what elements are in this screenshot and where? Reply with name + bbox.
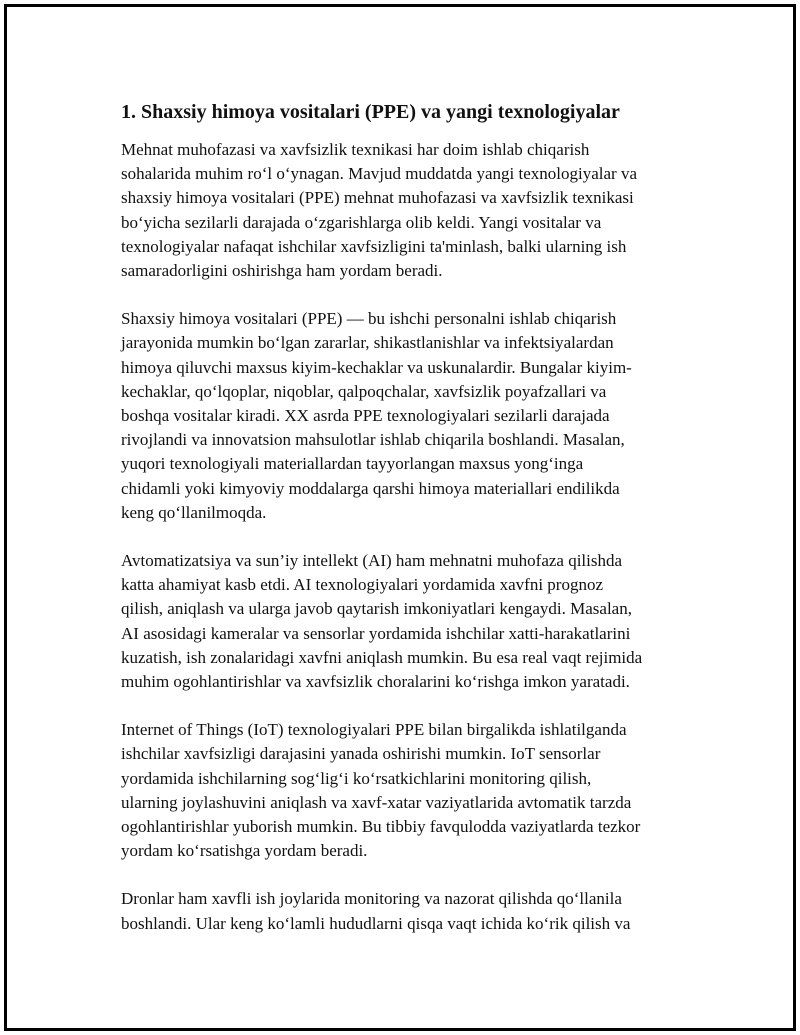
text-line: himoya qiluvchi maxsus kiyim-kechaklar va uskunalardir. Bungalar kiyim- bbox=[121, 357, 632, 377]
text-line: Shaxsiy himoya vositalari (PPE) — bu ishchi personalni ishlab chiqarish bbox=[121, 309, 617, 329]
text-line: muhim ogohlantirishlar va xavfsizlik choralarini koʻrishga imkon yaratadi. bbox=[121, 672, 630, 692]
text-line: keng qoʻllanilmoqda. bbox=[121, 502, 267, 522]
text-line: Avtomatizatsiya va sun’iy intellekt (AI) ham mehnatni muhofaza qilishda bbox=[121, 551, 623, 571]
text-line: samaradorligini oshirishga ham yordam beradi. bbox=[121, 261, 443, 281]
section-heading: 1. Shaxsiy himoya vositalari (PPE) va yangi texnologiyalar bbox=[121, 101, 620, 123]
text-line: chidamli yoki kimyoviy moddalarga qarshi himoya materiallari endilikda bbox=[121, 478, 620, 498]
paragraph-ai bbox=[121, 549, 681, 694]
text-line: rivojlandi va innovatsion mahsulotlar ishlab chiqarila boshlandi. Masalan, bbox=[121, 430, 625, 450]
text-line: yordam koʻrsatishga yordam beradi. bbox=[121, 841, 368, 861]
text-line: qilish, aniqlash va ularga javob qaytarish imkoniyatlari kengaydi. Masalan, bbox=[121, 599, 632, 619]
text-line: shaxsiy himoya vositalari (PPE) mehnat muhofazasi va xavfsizlik texnikasi bbox=[121, 188, 634, 208]
page-frame bbox=[4, 4, 796, 1031]
document-body bbox=[121, 98, 681, 960]
text-line: AI asosidagi kameralar va sensorlar yordamida ishchilar xatti-harakatlarini bbox=[121, 623, 631, 643]
text-line: yordamida ishchilarning sogʻligʻi koʻrsatkichlarini monitoring qilish, bbox=[121, 768, 592, 788]
text-line: boʻyicha sezilarli darajada oʻzgarishlarga olib keldi. Yangi vositalar va bbox=[121, 212, 602, 232]
text-line: boshqa vositalar kiradi. XX asrda PPE texnologiyalari sezilarli darajada bbox=[121, 406, 610, 426]
text-line: ularning joylashuvini aniqlash va xavf-xatar vaziyatlarida avtomatik tarzda bbox=[121, 792, 632, 812]
text-line: katta ahamiyat kasb etdi. AI texnologiyalari yordamida xavfni prognoz bbox=[121, 575, 603, 595]
paragraph-intro bbox=[121, 138, 681, 283]
text-line: yuqori texnologiyali materiallardan tayyorlangan maxsus yongʻinga bbox=[121, 454, 584, 474]
text-line: ishchilar xavfsizligi darajasini yanada oshirishi mumkin. IoT sensorlar bbox=[121, 744, 601, 764]
text-line: Mehnat muhofazasi va xavfsizlik texnikasi har doim ishlab chiqarish bbox=[121, 140, 590, 159]
text-line: Internet of Things (IoT) texnologiyalari PPE bilan birgalikda ishlatilganda bbox=[121, 720, 627, 740]
paragraph-iot bbox=[121, 718, 681, 863]
text-line: kuzatish, ish zonalaridagi xavfni aniqlash mumkin. Bu esa real vaqt rejimida bbox=[121, 647, 643, 667]
text-line: boshlandi. Ular keng koʻlamli hududlarni qisqa vaqt ichida koʻrik qilish va bbox=[121, 913, 631, 933]
paragraph-drones bbox=[121, 887, 681, 935]
text-line: texnologiyalar nafaqat ishchilar xavfsizligini ta'minlash, balki ularning ish bbox=[121, 236, 627, 256]
paragraph-ppe bbox=[121, 307, 681, 525]
text-line: jarayonida mumkin boʻlgan zararlar, shikastlanishlar va infektsiyalardan bbox=[121, 333, 614, 353]
text-line: ogohlantirishlar yuborish mumkin. Bu tibbiy favqulodda vaziyatlarda tezkor bbox=[121, 817, 641, 837]
text-line: kechaklar, qoʻlqoplar, niqoblar, qalpoqchalar, xavfsizlik poyafzallari va bbox=[121, 381, 607, 401]
text-line: Dronlar ham xavfli ish joylarida monitoring va nazorat qilishda qoʻllanila bbox=[121, 889, 622, 909]
text-line: sohalarida muhim roʻl oʻynagan. Mavjud muddatda yangi texnologiyalar va bbox=[121, 164, 638, 184]
